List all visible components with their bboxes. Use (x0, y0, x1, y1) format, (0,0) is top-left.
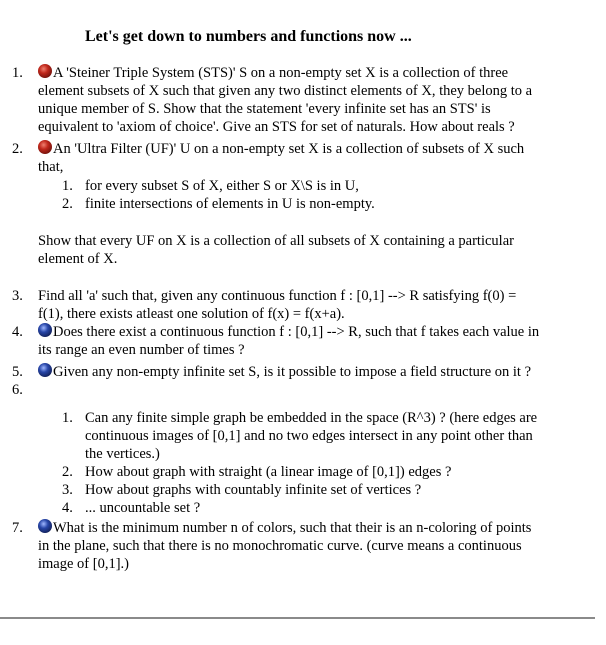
text-line: How about graphs with countably infinite set of vertices ? (85, 482, 422, 498)
blue-ball-icon (38, 323, 52, 337)
subitem-number: 2. (62, 196, 73, 212)
text-line: unique member of S. Show that the statement 'every infinite set has an STS' is (38, 101, 491, 117)
problem-5 (0, 363, 606, 381)
text-line: How about graph with straight (a linear image of [0,1]) edges ? (85, 464, 452, 480)
text-line: in the plane, such that there is no monochromatic curve. (curve means a continuous (38, 538, 522, 554)
subitem-number: 1. (62, 178, 73, 194)
problem-4 (0, 323, 606, 359)
text-line: ... uncountable set ? (85, 500, 201, 516)
problem-3 (0, 287, 606, 323)
page-title: Let's get down to numbers and functions now ... (85, 28, 412, 45)
problem-list (0, 64, 606, 573)
subitem-number: 4. (62, 500, 73, 516)
text-line: Show that every UF on X is a collection of all subsets of X containing a particular (38, 233, 514, 249)
blue-ball-icon (38, 363, 52, 377)
text-line: the vertices.) (85, 446, 160, 462)
problem-1 (0, 64, 606, 136)
horizontal-divider (0, 617, 595, 619)
item-number: 3. (12, 288, 23, 304)
item-number: 7. (12, 520, 23, 536)
problem-7 (0, 519, 606, 573)
text-line: Does there exist a continuous function f : [0,1] --> R, such that f takes each value in (53, 324, 540, 340)
text-line: image of [0,1].) (38, 556, 129, 572)
problem-6 (0, 381, 606, 399)
text-line: f(1), there exists atleast one solution of f(x) = f(x+a). (38, 306, 345, 322)
text-line: A 'Steiner Triple System (STS)' S on a non-empty set X is a collection of three (53, 65, 509, 81)
red-ball-icon (38, 140, 52, 154)
item-number: 4. (12, 324, 23, 340)
item-number: 6. (12, 382, 23, 398)
problem-2 (0, 140, 606, 176)
text-line: element subsets of X such that given any two distinct elements of X, they belong to a (38, 83, 533, 99)
subitem (0, 499, 606, 517)
item-number: 1. (12, 65, 23, 81)
text-line: Given any non-empty infinite set S, is it possible to impose a field structure on it ? (53, 364, 532, 380)
subitem (0, 481, 606, 499)
blue-ball-icon (38, 519, 52, 533)
text-line: Find all 'a' such that, given any continuous function f : [0,1] --> R satisfying f(0) = (38, 288, 517, 304)
problem-2-followup (0, 232, 606, 268)
item-number: 5. (12, 364, 23, 380)
text-line: that, (38, 159, 64, 175)
subitem (0, 177, 606, 195)
subitem-number: 1. (62, 410, 73, 426)
subitem (0, 463, 606, 481)
subitem (0, 195, 606, 213)
text-line: An 'Ultra Filter (UF)' U on a non-empty set X is a collection of subsets of X such (53, 141, 525, 157)
text-line: for every subset S of X, either S or X\S is in U, (85, 178, 359, 194)
text-line: Can any finite simple graph be embedded in the space (R^3) ? (here edges are (85, 410, 538, 426)
text-line: equivalent to 'axiom of choice'. Give an STS for set of naturals. How about reals ? (38, 119, 515, 135)
text-line: What is the minimum number n of colors, such that their is an n-coloring of points (53, 520, 532, 536)
item-number: 2. (12, 141, 23, 157)
subitem-number: 3. (62, 482, 73, 498)
text-line: finite intersections of elements in U is non-empty. (85, 196, 375, 212)
subitem (0, 409, 606, 463)
text-line: continuous images of [0,1] and no two edges intersect in any point other than (85, 428, 533, 444)
text-line: element of X. (38, 251, 118, 267)
red-ball-icon (38, 64, 52, 78)
text-line: its range an even number of times ? (38, 342, 245, 358)
subitem-number: 2. (62, 464, 73, 480)
